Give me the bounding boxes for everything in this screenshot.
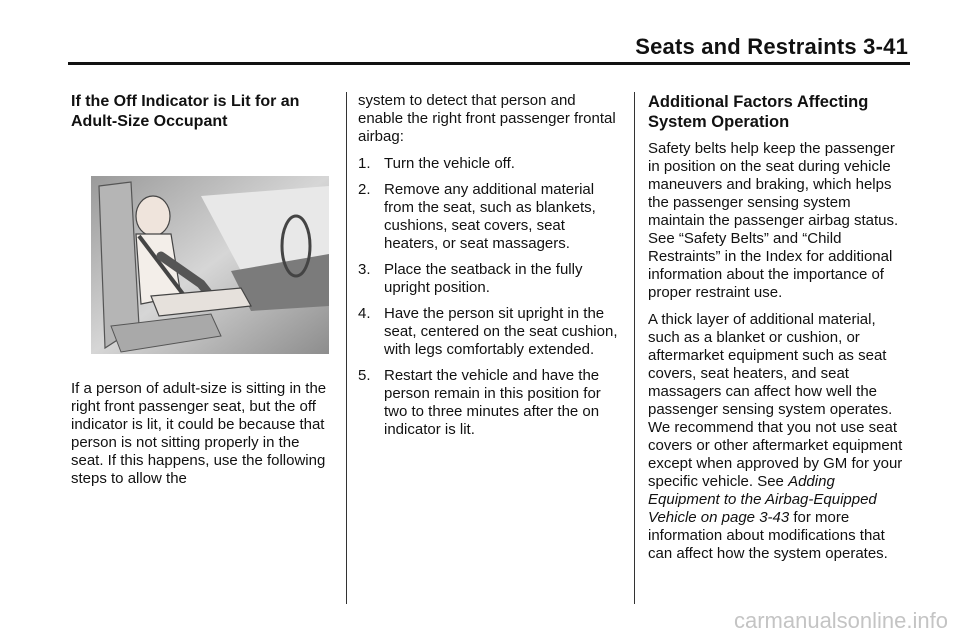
step-number: 2.	[358, 181, 371, 198]
paragraph-off-indicator: If a person of adult-size is sitting in the right front passenger seat, but the off indicator is lit, it could be because that person is not sitting properly in the seat. If this happens, use the following steps to allow the	[71, 380, 327, 487]
cross-reference-link[interactable]: Adding Equipment to the Airbag-Equipped Vehicle on page 3-43	[648, 473, 877, 526]
step-text: Place the seatback in the fully upright position.	[384, 261, 583, 296]
step-text: Have the person sit upright in the seat, centered on the seat cushion, with legs comfortably extended.	[384, 305, 618, 358]
list-item	[358, 367, 620, 439]
list-item	[358, 261, 620, 297]
occupant-illustration-svg	[91, 176, 329, 354]
steps-list	[358, 155, 620, 439]
column-divider-2	[634, 92, 635, 604]
list-item	[358, 181, 620, 253]
list-item	[358, 155, 620, 173]
paragraph-text-b: for more information about modifications that can affect how the system operates.	[648, 509, 888, 562]
column-3	[648, 92, 910, 572]
step-number: 5.	[358, 367, 371, 384]
header-rule	[68, 62, 910, 65]
paragraph-safety-belts: Safety belts help keep the passenger in position on the seat during vehicle maneuvers and braking, which helps the passenger sensing system maintain the passenger airbag status. See “Safety Belts” and “Child Restraints” in the Index for additional information about the importance of proper restraint use.	[648, 140, 899, 301]
step-text: Turn the vehicle off.	[384, 155, 515, 172]
step-number: 1.	[358, 155, 371, 172]
column-2	[358, 92, 620, 447]
column-1	[71, 92, 333, 497]
paragraph-intro: system to detect that person and enable the right front passenger frontal airbag:	[358, 92, 616, 145]
step-text: Restart the vehicle and have the person remain in this position for two to three minutes after the on indicator is lit.	[384, 367, 601, 438]
section-heading-off-indicator: If the Off Indicator is Lit for an Adult-Size Occupant	[71, 93, 300, 130]
occupant-illustration	[91, 176, 329, 354]
watermark: carmanualsonline.info	[733, 608, 948, 633]
page-header-title: Seats and Restraints 3-41	[635, 34, 908, 59]
step-number: 3.	[358, 261, 371, 278]
step-number: 4.	[358, 305, 371, 322]
list-item	[358, 305, 620, 359]
paragraph-text-a: A thick layer of additional material, such as a blanket or cushion, or aftermarket equipment such as seat covers, seat heaters, and seat massagers can affect how well the passenger sensing system operates. We recommend that you not use seat covers or other aftermarket equipment except when approved by GM for your specific vehicle. See	[648, 311, 903, 490]
column-divider-1	[346, 92, 347, 604]
step-text: Remove any additional material from the seat, such as blankets, cushions, seat covers, seat heaters, or seat massagers.	[384, 181, 596, 252]
paragraph-additional-material	[648, 311, 910, 563]
section-heading-additional-factors: Additional Factors Affecting System Operation	[648, 93, 869, 131]
occupant-head-shape	[136, 196, 170, 236]
